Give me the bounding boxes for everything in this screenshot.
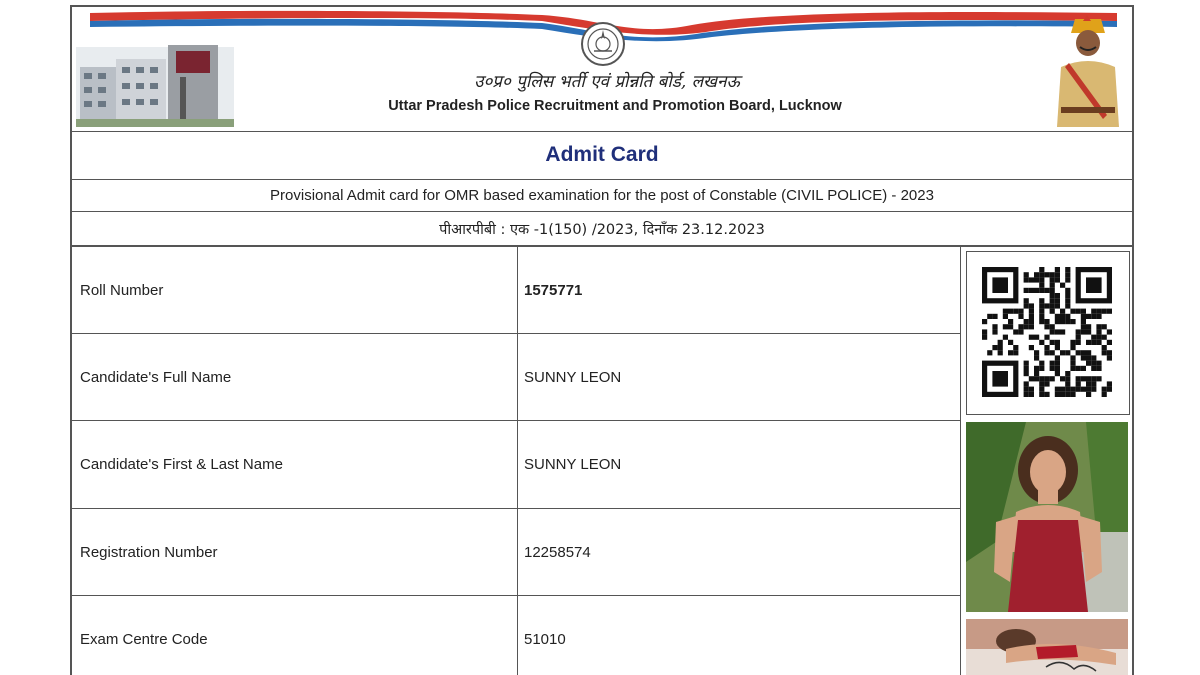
full-name-value: SUNNY LEON (518, 334, 961, 420)
registration-number-value: 12258574 (518, 509, 961, 595)
qr-code-box (966, 251, 1130, 415)
first-last-name-value: SUNNY LEON (518, 421, 961, 508)
header (72, 7, 1132, 132)
table-row (72, 509, 961, 596)
row-label: Candidate's Full Name (72, 334, 518, 420)
photo-column (962, 247, 1132, 675)
candidate-photo (966, 422, 1128, 612)
row-label: Registration Number (72, 509, 518, 595)
table-row (72, 247, 961, 334)
exam-centre-code-value: 51010 (518, 596, 961, 675)
row-label: Roll Number (72, 247, 518, 333)
qr-code-icon (967, 252, 1128, 413)
police-emblem-icon (580, 21, 626, 67)
reference-line: पीआरपीबी : एक -1(150) /2023, दिनाँक 23.12.2023 (72, 212, 1132, 247)
candidate-details-table (72, 247, 961, 675)
row-label: Candidate's First & Last Name (72, 421, 518, 508)
roll-number-value: 1575771 (518, 247, 961, 333)
admit-card-title: Admit Card (72, 131, 1132, 180)
table-row (72, 334, 961, 421)
board-title-hindi: उ०प्र० पुलिस भर्ती एवं प्रोन्नति बोर्ड, लखनऊ (474, 72, 740, 92)
table-row (72, 596, 961, 675)
row-label: Exam Centre Code (72, 596, 518, 675)
exam-subtitle: Provisional Admit card for OMR based examination for the post of Constable (CIVIL POLICE) - 2023 (72, 180, 1132, 212)
board-title-english: Uttar Pradesh Police Recruitment and Promotion Board, Lucknow (388, 98, 842, 114)
admit-card (70, 5, 1134, 675)
table-row (72, 421, 961, 509)
candidate-signature-photo (966, 619, 1128, 675)
